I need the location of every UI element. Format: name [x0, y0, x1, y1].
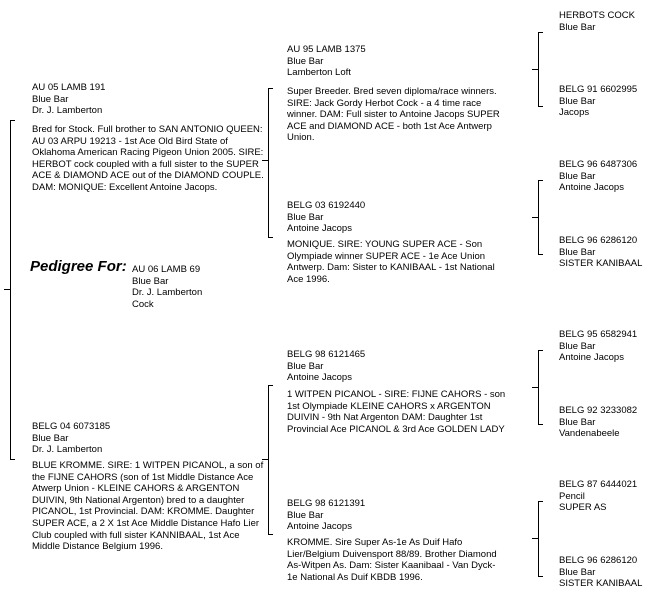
dam-dam-band: BELG 98 6121391 [287, 498, 366, 509]
sire-sire-breeder: Lamberton Loft [287, 67, 351, 79]
dam-dam-block [287, 498, 365, 533]
gg4-line1: BELG 96 6286120 [559, 235, 638, 246]
gg56-bracket-top [538, 350, 543, 351]
dam-bracket-stem [262, 459, 269, 460]
dam-breeder: Dr. J. Lamberton [32, 444, 103, 456]
gg34-bracket-stem [532, 217, 539, 218]
sire-bracket-top [268, 88, 273, 89]
gg12-bracket-top [538, 32, 543, 33]
sire-notes: Bred for Stock. Full brother to SAN ANTONIO QUEEN: AU 03 ARPU 19213 - 1st Ace Old Bird State of Oklahoma American Racing Pigeon Union 2005. SIRE: HERBOT cock coupled with a full sister to the SUPER ACE & DIAMOND ACE out of the DIAMOND COUPLE. DAM: MONIQUE: Excellent Antoine Jacops. [32, 124, 264, 193]
gg34-bracket-bottom [538, 254, 543, 255]
pedigree-title: Pedigree For: [30, 258, 127, 275]
gg6-block [559, 405, 637, 440]
sire-block [32, 82, 105, 117]
sire-dam-notes: MONIQUE. SIRE: YOUNG SUPER ACE - Son Olympiade winner SUPER ACE - 1e Ace Union Antwerp. Dam: Sister to KANIBAAL - 1st National Ace 1996. [287, 239, 495, 285]
gen1-bracket-bottom [10, 459, 15, 460]
dam-dam-breeder: Antoine Jacops [287, 521, 352, 533]
gg5-line2: Blue Bar [559, 340, 596, 352]
gg8-line2: Blue Bar [559, 566, 596, 578]
dam-bracket-vertical [268, 385, 269, 535]
sire-sire-band: AU 95 LAMB 1375 [287, 44, 366, 55]
gg5-line3: Antoine Jacops [559, 352, 624, 364]
dam-sire-block [287, 349, 365, 384]
gg4-block [559, 235, 642, 270]
sire-dam-band: BELG 03 6192440 [287, 200, 366, 211]
gg3-line2: Blue Bar [559, 170, 596, 182]
gg4-line3: SISTER KANIBAAL [559, 258, 643, 270]
sire-sire-color: Blue Bar [287, 55, 324, 67]
gg7-line2: Pencil [559, 490, 585, 502]
gg8-line3: SISTER KANIBAAL [559, 578, 643, 590]
gg2-line2: Blue Bar [559, 95, 596, 107]
gg7-block [559, 479, 637, 514]
gg8-line1: BELG 96 6286120 [559, 555, 638, 566]
sire-sire-notes: Super Breeder. Bred seven diploma/race winners. SIRE: Jack Gordy Herbot Cock - a 4 time race winner. DAM: Full sister to Antoine Jacops SUPER ACE and DIAMOND ACE - both 1st Ace Antwerp Union. [287, 86, 500, 144]
dam-dam-color: Blue Bar [287, 509, 324, 521]
dam-sire-notes: 1 WITPEN PICANOL - SIRE: FIJNE CAHORS - son 1st Olympiade KLEINE CAHORS x ARGENTON DUIVIN - 9th Nat Argenton DAM: Daughter 1st Provincial Ace PICANOL & 3rd Ace GOLDEN LADY [287, 389, 506, 435]
gg12-bracket-stem [532, 69, 539, 70]
gg2-block [559, 84, 637, 119]
gg6-line2: Blue Bar [559, 416, 596, 428]
gg34-bracket-top [538, 180, 543, 181]
sire-breeder: Dr. J. Lamberton [32, 105, 103, 117]
gg56-bracket-stem [532, 387, 539, 388]
dam-band: BELG 04 6073185 [32, 421, 111, 432]
gg78-bracket-stem [532, 538, 539, 539]
gg1-line2: Blue Bar [559, 21, 596, 33]
dam-sire-band: BELG 98 6121465 [287, 349, 366, 360]
sire-dam-color: Blue Bar [287, 211, 324, 223]
dam-color: Blue Bar [32, 432, 69, 444]
gg4-line2: Blue Bar [559, 246, 596, 258]
sire-bracket-vertical [268, 88, 269, 238]
sire-dam-breeder: Antoine Jacops [287, 223, 352, 235]
subject-sex: Cock [132, 298, 154, 310]
dam-bracket-top [268, 385, 273, 386]
gen1-bracket-stem [4, 289, 11, 290]
dam-sire-breeder: Antoine Jacops [287, 372, 352, 384]
gg7-line3: SUPER AS [559, 502, 607, 514]
gg2-line3: Jacops [559, 107, 590, 119]
dam-bracket-bottom [268, 534, 273, 535]
dam-block [32, 421, 110, 456]
sire-color: Blue Bar [32, 93, 69, 105]
gen1-bracket-top [10, 120, 15, 121]
gg3-line1: BELG 96 6487306 [559, 159, 638, 170]
gg8-block [559, 555, 642, 590]
sire-dam-block [287, 200, 365, 235]
gg3-block [559, 159, 637, 194]
gg1-block [559, 10, 635, 33]
gg5-line1: BELG 95 6582941 [559, 329, 638, 340]
sire-bracket-stem [262, 160, 269, 161]
gg2-line1: BELG 91 6602995 [559, 84, 638, 95]
gg5-block [559, 329, 637, 364]
subject-band: AU 06 LAMB 69 [132, 264, 201, 275]
subject-block [132, 264, 202, 310]
gg12-bracket-bottom [538, 106, 543, 107]
gg78-bracket-top [538, 501, 543, 502]
gen1-bracket-vertical [10, 120, 11, 460]
sire-bracket-bottom [268, 237, 273, 238]
gg1-line1: HERBOTS COCK [559, 10, 636, 21]
dam-notes: BLUE KROMME. SIRE: 1 WITPEN PICANOL, a son of the FIJNE CAHORS (son of 1st Middle Distance Ace Atwerp Union - KLEINE CAHORS & ARGENTON DUIVIN, 9th National Argenton) bred to a daughter PICANOL, 1st Provincial. DAM: KROMME. Daughter SUPER ACE, a 2 X 1st Ace Middle Distance Hafo Lier Club coupled with full sister KANNIBAAL, 1st Ace Middle Distance Belgium 1996. [32, 460, 264, 553]
subject-color: Blue Bar [132, 275, 169, 287]
gg6-line1: BELG 92 3233082 [559, 405, 638, 416]
sire-band: AU 05 LAMB 191 [32, 82, 106, 93]
dam-dam-notes: KROMME. Sire Super As-1e As Duif Hafo Lier/Belgium Duivensport 88/89. Brother Diamond As-Witpen As. Dam: Sister Kaanibaal - Van Dyck-1e National As Duif KBDB 1996. [287, 537, 497, 583]
gg78-bracket-vertical [538, 501, 539, 577]
subject-breeder: Dr. J. Lamberton [132, 287, 203, 299]
gg3-line3: Antoine Jacops [559, 182, 624, 194]
dam-sire-color: Blue Bar [287, 360, 324, 372]
sire-sire-block [287, 44, 366, 79]
gg7-line1: BELG 87 6444021 [559, 479, 638, 490]
gg78-bracket-bottom [538, 576, 543, 577]
gg6-line3: Vandenabeele [559, 428, 620, 440]
gg56-bracket-bottom [538, 424, 543, 425]
